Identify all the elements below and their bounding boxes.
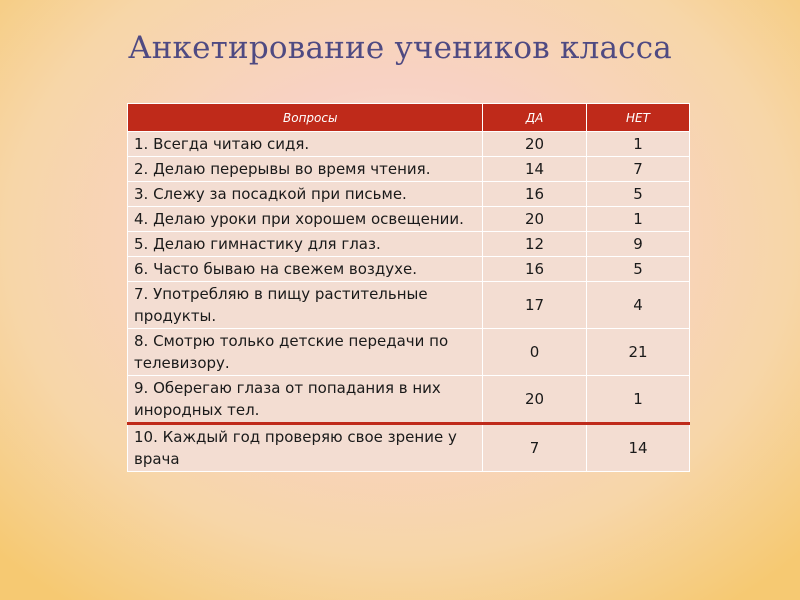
header-no: НЕТ — [587, 104, 690, 132]
yes-cell: 0 — [483, 329, 587, 376]
yes-cell: 20 — [483, 132, 587, 157]
table-row — [128, 329, 690, 376]
no-cell: 5 — [587, 182, 690, 207]
yes-cell: 17 — [483, 282, 587, 329]
table-row — [128, 232, 690, 257]
table-row — [128, 207, 690, 232]
no-cell: 1 — [587, 132, 690, 157]
question-cell: 7. Употребляю в пищу растительные продукты. — [128, 282, 483, 329]
no-cell: 5 — [587, 257, 690, 282]
header-questions: Вопросы — [128, 104, 483, 132]
no-cell: 9 — [587, 232, 690, 257]
table-row — [128, 282, 690, 329]
question-cell: 2. Делаю перерывы во время чтения. — [128, 157, 483, 182]
no-cell: 1 — [587, 376, 690, 424]
table-row — [128, 182, 690, 207]
table-header-row — [128, 104, 690, 132]
yes-cell: 20 — [483, 207, 587, 232]
table-row — [128, 376, 690, 424]
question-cell: 9. Оберегаю глаза от попадания в них инородных тел. — [128, 376, 483, 424]
table-row — [128, 157, 690, 182]
question-cell: 3. Слежу за посадкой при письме. — [128, 182, 483, 207]
survey-table — [127, 103, 690, 472]
table-row — [128, 132, 690, 157]
yes-cell: 7 — [483, 424, 587, 472]
table-row — [128, 257, 690, 282]
question-cell: 4. Делаю уроки при хорошем освещении. — [128, 207, 483, 232]
page-title: Анкетирование учеников класса — [128, 30, 672, 66]
question-cell: 1. Всегда читаю сидя. — [128, 132, 483, 157]
yes-cell: 20 — [483, 376, 587, 424]
no-cell: 14 — [587, 424, 690, 472]
yes-cell: 16 — [483, 257, 587, 282]
header-yes: ДА — [483, 104, 587, 132]
question-cell: 10. Каждый год проверяю свое зрение у врача — [128, 424, 483, 472]
yes-cell: 12 — [483, 232, 587, 257]
no-cell: 7 — [587, 157, 690, 182]
question-cell: 6. Часто бываю на свежем воздухе. — [128, 257, 483, 282]
no-cell: 21 — [587, 329, 690, 376]
yes-cell: 16 — [483, 182, 587, 207]
yes-cell: 14 — [483, 157, 587, 182]
question-cell: 5. Делаю гимнастику для глаз. — [128, 232, 483, 257]
question-cell: 8. Смотрю только детские передачи по телевизору. — [128, 329, 483, 376]
no-cell: 4 — [587, 282, 690, 329]
table-row — [128, 424, 690, 472]
no-cell: 1 — [587, 207, 690, 232]
